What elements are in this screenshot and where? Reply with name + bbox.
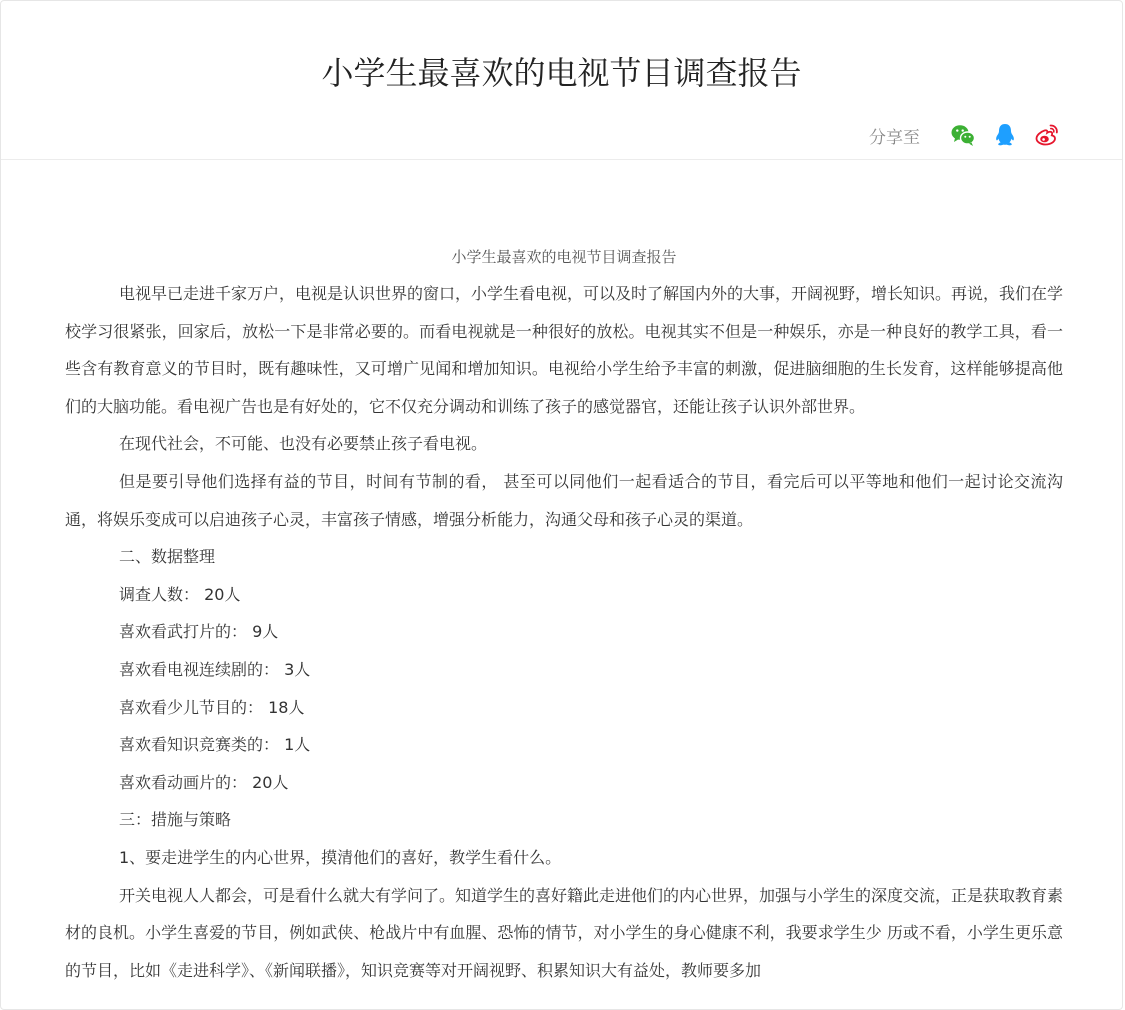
section-heading: 三：措施与策略 [119, 810, 232, 830]
paragraph: 开关电视人人都会，可是看什么就大有学问了。知道学生的喜好籍此走进他们的内心世界，加强与小学生的深度交流，正是获取教育素材的良机。小学生喜爱的节目，例如武侠、枪战片中有血腥、恐怖的情节，对小学生的身心健康不利，我要求学生少 历或不看，小学生更乐意的节目，比如《走进科学》、《新闻联播》，知识竞赛等对开阔视野、积累知识大有益处，教师要多加 [65, 885, 1064, 980]
share-bar [869, 120, 1060, 150]
share-label: 分享至 [869, 127, 920, 148]
data-item: 喜欢看知识竞赛类的： 1人 [119, 735, 311, 755]
data-item: 调查人数： 20人 [119, 584, 241, 604]
data-item: 喜欢看武打片的： 9人 [119, 622, 279, 642]
article-subtitle: 小学生最喜欢的电视节目调查报告 [451, 248, 677, 266]
article-title: 小学生最喜欢的电视节目调查报告 [321, 54, 802, 92]
data-item: 喜欢看少儿节目的： 18人 [119, 697, 305, 717]
data-item: 喜欢看动画片的： 20人 [119, 772, 289, 792]
wechat-icon[interactable] [950, 122, 976, 148]
qq-icon[interactable] [992, 122, 1018, 148]
paragraph: 电视早已走进千家万户，电视是认识世界的窗口，小学生看电视，可以及时了解国内外的大事，开阔视野，增长知识。再说，我们在学校学习很紧张，回家后，放松一下是非常必要的。而看电视就是一种很好的放松。电视其实不但是一种娱乐，亦是一种良好的教学工具，看一些含有教育意义的节目时，既有趣味性，又可增广见闻和增加知识。电视给小学生给予丰富的刺激，促进脑细胞的生长发育，这样能够提高他们的大脑功能。看电视广告也是有好处的，它不仅充分调动和训练了孩子的感觉器官，还能让孩子认识外部世界。 [65, 284, 1064, 416]
paragraph: 但是要引导他们选择有益的节目，时间有节制的看， 甚至可以同他们一起看适合的节目，看完后可以平等地和他们一起讨论交流沟通，将娱乐变成可以启迪孩子心灵，丰富孩子情感，增强分析能力，沟通父母和孩子心灵的渠道。 [65, 471, 1063, 529]
data-item: 喜欢看电视连续剧的： 3人 [119, 659, 311, 679]
article-body [65, 239, 1063, 989]
article-header [1, 1, 1122, 160]
weibo-icon[interactable] [1034, 122, 1060, 148]
paragraph: 在现代社会，不可能、也没有必要禁止孩子看电视。 [119, 434, 488, 454]
section-heading: 二、数据整理 [119, 547, 216, 567]
paragraph: 1、要走进学生的内心世界，摸清他们的喜好，教学生看什么。 [119, 847, 562, 867]
